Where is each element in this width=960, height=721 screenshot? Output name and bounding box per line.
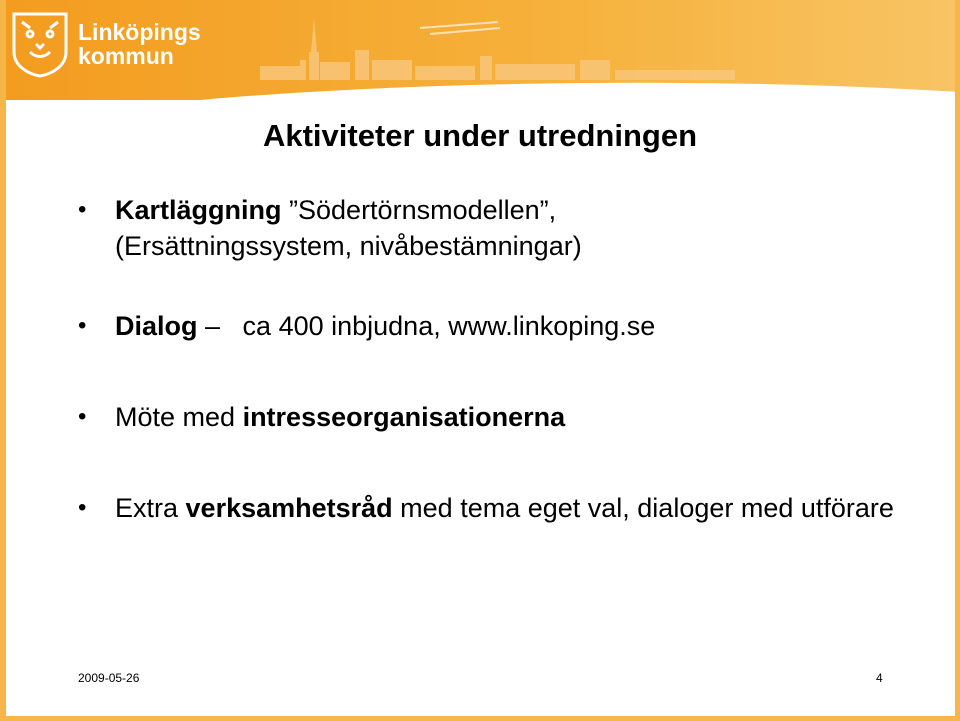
bullet-4-rest: med tema eget val, dialoger med utförare: [392, 493, 894, 523]
frame-right: [955, 0, 960, 721]
page-number: 4: [876, 671, 883, 685]
bullet-2-text: ca 400 inbjudna, www.linkoping.se: [242, 311, 656, 341]
municipality-logo[interactable]: [78, 20, 201, 68]
bullet-4-text: Extra: [115, 493, 186, 523]
bullet-mote: [76, 399, 896, 435]
frame-left: [0, 0, 6, 721]
bullet-dialog: [76, 308, 896, 344]
bullet-kartlaggning: [76, 192, 896, 264]
frame-bottom: [0, 716, 960, 721]
bullet-2-bold: Dialog: [115, 311, 198, 341]
logo-line-2: kommun: [78, 43, 174, 69]
footer-date: 2009-05-26: [78, 671, 140, 685]
bullet-3-text: Möte med: [115, 402, 243, 432]
bullet-1-bold: Kartläggning: [115, 195, 282, 225]
bullet-3-bold: intresseorganisationerna: [242, 402, 566, 432]
bullet-4-bold: verksamhetsråd: [185, 493, 393, 523]
dash-separator: –: [205, 311, 221, 341]
bullet-1-text: ”Södertörnsmodellen”,: [289, 195, 557, 225]
bullet-list: [76, 192, 896, 526]
logo-line-1: Linköpings: [78, 19, 201, 45]
slide-title: Aktiviteter under utredningen: [262, 118, 698, 153]
bullet-1-line-2: (Ersättningssystem, nivåbestämningar): [115, 231, 582, 261]
bullet-extra: [76, 490, 896, 526]
